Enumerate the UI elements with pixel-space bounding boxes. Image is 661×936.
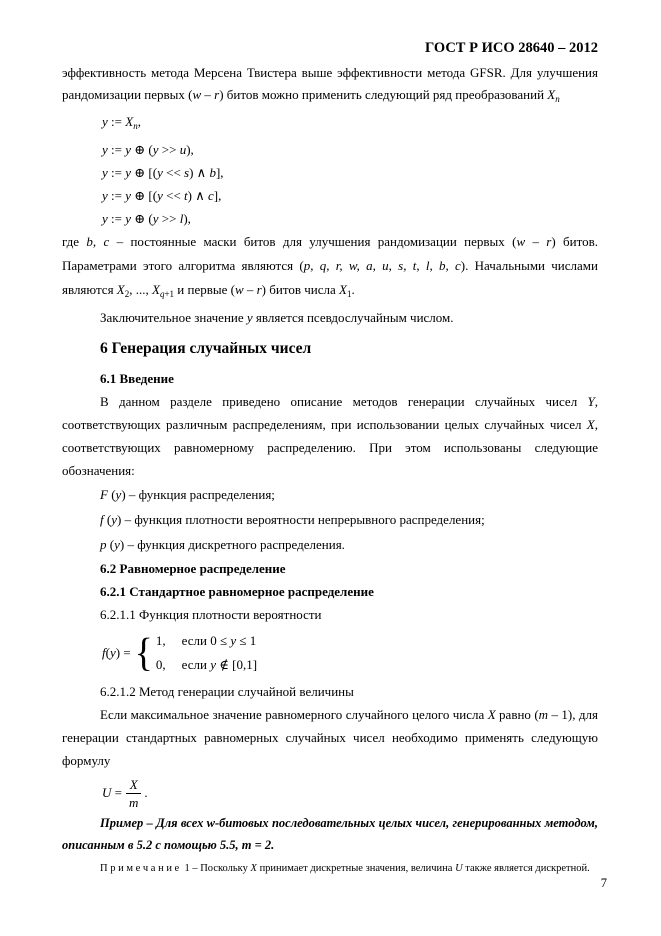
text-run: ∉	[216, 657, 233, 672]
text-run: ) – функция распределения;	[121, 487, 275, 502]
subsection-heading-6-2-1: 6.2.1 Стандартное равномерное распределение	[100, 584, 374, 599]
page-number: 7	[600, 876, 607, 890]
text-run: ) битов можно применить следующий ряд преобразований	[219, 87, 548, 102]
piecewise-value-1: 1,	[155, 633, 166, 648]
text-run: ) – функция дискретного распределения.	[119, 537, 345, 552]
formula-period: .	[144, 785, 148, 800]
clause-6-2-1-1: 6.2.1.1 Функция плотности вероятности	[100, 607, 322, 622]
text-run: <<	[162, 188, 185, 203]
text-run: –	[201, 87, 215, 102]
text-run: ),	[186, 142, 194, 157]
text-run: ≤ 1	[236, 633, 257, 648]
running-header: ГОСТ Р ИСО 28640 – 2012	[425, 40, 598, 56]
fraction	[126, 776, 141, 811]
text-run: X	[547, 87, 556, 102]
text-run: эффективность метода Мерсена Твистера выше эффективности метода GFSR. Для улучшения рандомизации первых (	[62, 65, 598, 102]
text-run: f	[100, 512, 104, 527]
text-run: p	[100, 537, 107, 552]
text-run: ],	[215, 165, 224, 180]
text-run: y	[102, 165, 108, 180]
definition-discrete-function	[100, 532, 598, 557]
text-run: r	[214, 87, 220, 102]
text-run: равно (	[495, 707, 539, 722]
text-run: w	[192, 87, 202, 102]
clause-6-2-1-2: 6.2.1.2 Метод генерации случайной величины	[100, 684, 354, 699]
piecewise-row-1	[156, 630, 257, 652]
text-run: w	[516, 234, 526, 249]
text-run: y	[125, 188, 132, 203]
para-method	[62, 703, 598, 772]
text-run: y	[109, 645, 116, 660]
text-run: принимает дискретные значения, величина	[256, 863, 456, 874]
para-continuation	[62, 62, 598, 110]
text-run: n	[133, 121, 138, 131]
text-run: p, q, r, w, a, u, s, t, l, b, c	[303, 258, 461, 273]
text-run: – постоянные маски битов для улучшения рандомизации первых (	[109, 234, 517, 249]
text-run: U	[102, 785, 112, 800]
para-section-intro	[62, 390, 598, 482]
text-run: X	[116, 282, 125, 297]
text-run: ) – функция плотности вероятности непрерывного распределения;	[117, 512, 485, 527]
text-run: (	[106, 537, 115, 552]
text-run: ). Начальными числами являются	[62, 258, 598, 297]
uniform-formula	[102, 774, 598, 812]
text-run: ⊕ [(	[131, 188, 158, 203]
text-run: ],	[213, 188, 222, 203]
text-run: y	[157, 188, 163, 203]
text-run: y	[102, 142, 108, 157]
text-run: –	[243, 282, 257, 297]
text-run: ) ∧	[189, 165, 210, 180]
text-run: q	[159, 289, 165, 299]
text-run: <<	[162, 165, 185, 180]
text-run: y	[125, 211, 132, 226]
text-run: >>	[158, 142, 180, 157]
text-run: и первые (	[174, 282, 235, 297]
para-example	[62, 812, 598, 856]
text-run: y	[114, 537, 120, 552]
brace-symbol: {	[134, 630, 153, 676]
text-run: X	[487, 707, 496, 722]
piecewise-rows	[156, 630, 257, 676]
text-run: y	[102, 211, 108, 226]
text-run: если 0 ≤	[181, 633, 231, 648]
text-run: Y	[587, 394, 595, 409]
text-run: , соответствующих равномерному распределению. При этом использованы следующие обозначения:	[62, 417, 598, 478]
text-run: l	[179, 211, 184, 226]
text-run: y	[152, 142, 159, 157]
text-run: П р и м е ч а н и е 1 – Поскольку	[100, 863, 251, 874]
text-run: 2	[124, 289, 130, 299]
text-run: :=	[107, 165, 126, 180]
text-run: b	[86, 234, 93, 249]
text-run: :=	[107, 114, 126, 129]
text-run: :=	[107, 142, 126, 157]
text-run: В данном разделе приведено описание методов генерации случайных чисел	[100, 394, 588, 409]
text-run: X	[250, 863, 257, 874]
text-run: Заключительное значение	[100, 310, 247, 325]
text-run: ,	[92, 234, 104, 249]
piecewise-formula	[102, 628, 598, 678]
text-run: y	[230, 633, 237, 648]
piecewise-value-2: 0,	[155, 657, 166, 672]
uniform-formula-lhs	[102, 785, 122, 801]
text-run: если	[181, 657, 211, 672]
text-run: является псевдослучайным числом.	[252, 310, 454, 325]
text-run: >>	[158, 211, 180, 226]
text-run: F	[100, 487, 108, 502]
text-run: r	[546, 234, 552, 249]
text-run: , ...,	[129, 282, 152, 297]
text-run: n	[555, 94, 560, 104]
fraction-numerator: X	[129, 776, 138, 792]
text-run: ) битов. Параметрами этого алгоритма являются (	[62, 234, 598, 273]
text-run: t	[184, 188, 188, 203]
text-run: y	[125, 165, 132, 180]
piecewise-row-2	[156, 654, 257, 676]
text-run: X	[586, 417, 595, 432]
piecewise-lhs	[102, 645, 131, 661]
text-run: y	[157, 165, 163, 180]
text-run: X	[125, 114, 134, 129]
text-run: – 1), для генерации стандартных равномерных случайных чисел необходимо применять следующую формулу	[62, 707, 598, 768]
text-run: X	[152, 282, 160, 297]
text-run: также является дискретной.	[462, 863, 590, 874]
text-run: Пример – Для всех w-битовых последовательных целых чисел, генерированных методом, описанным в 5.2 с помощью 5.5, m = 2.	[62, 816, 598, 852]
subsection-heading-6-1: 6.1 Введение	[100, 371, 174, 386]
text-run: :=	[107, 188, 126, 203]
formula-line-1	[102, 110, 598, 138]
text-run: Если максимальное значение равномерного случайного целого числа	[100, 707, 488, 722]
text-run: c	[208, 188, 214, 203]
text-run: –	[525, 234, 547, 249]
text-run: b	[209, 165, 216, 180]
text-run: ) битов числа	[261, 282, 339, 297]
formula-line-4	[102, 184, 598, 207]
text-run: y	[246, 310, 253, 325]
text-run: y	[210, 657, 217, 672]
piecewise-condition-2	[182, 654, 257, 676]
text-run: .	[351, 282, 355, 297]
text-run: r	[256, 282, 262, 297]
fraction-denominator: m	[126, 793, 141, 811]
text-run: (	[105, 645, 110, 660]
formula-block	[102, 110, 598, 230]
text-run: y	[102, 188, 108, 203]
formula-line-5	[102, 207, 598, 230]
text-run: w	[234, 282, 244, 297]
text-run: m	[538, 707, 549, 722]
text-run: ⊕ (	[131, 211, 153, 226]
text-run: ) =	[115, 645, 131, 660]
subsection-heading-6-2: 6.2 Равномерное распределение	[100, 561, 286, 576]
para-where	[62, 230, 598, 306]
text-run: +1	[164, 289, 175, 299]
text-run: y	[125, 142, 132, 157]
text-run: ),	[183, 211, 191, 226]
text-run: y	[152, 211, 159, 226]
text-run: :=	[107, 211, 126, 226]
text-run: s	[184, 165, 190, 180]
text-run: ) ∧	[187, 188, 209, 203]
section-heading-6: 6 Генерация случайных чисел	[100, 340, 312, 357]
text-run: 1	[346, 289, 352, 299]
text-run: X	[339, 282, 347, 297]
text-run: y	[115, 487, 122, 502]
text-run: где	[62, 234, 87, 249]
text-run: ⊕ [(	[131, 165, 158, 180]
piecewise-condition-1	[182, 630, 257, 652]
text-run: , соответствующих различным распределениям, при использовании целых случайных чисел	[62, 394, 598, 432]
text-run: U	[455, 863, 463, 874]
text-run: [0,1]	[232, 657, 258, 672]
text-run: f	[102, 645, 106, 660]
text-run: u	[179, 142, 187, 157]
text-run: c	[103, 234, 110, 249]
para-note	[62, 860, 626, 878]
text-run: y	[111, 512, 117, 527]
text-run: ⊕ (	[131, 142, 153, 157]
text-run: ,	[137, 114, 141, 129]
definition-distribution-function	[100, 482, 598, 507]
formula-line-3	[102, 161, 598, 184]
para-conclusion	[62, 306, 598, 330]
definition-density-function	[100, 507, 598, 532]
text-run: y	[102, 114, 108, 129]
text-run: (	[103, 512, 112, 527]
formula-line-2	[102, 138, 598, 161]
text-run: (	[107, 487, 116, 502]
text-run: =	[111, 785, 122, 800]
